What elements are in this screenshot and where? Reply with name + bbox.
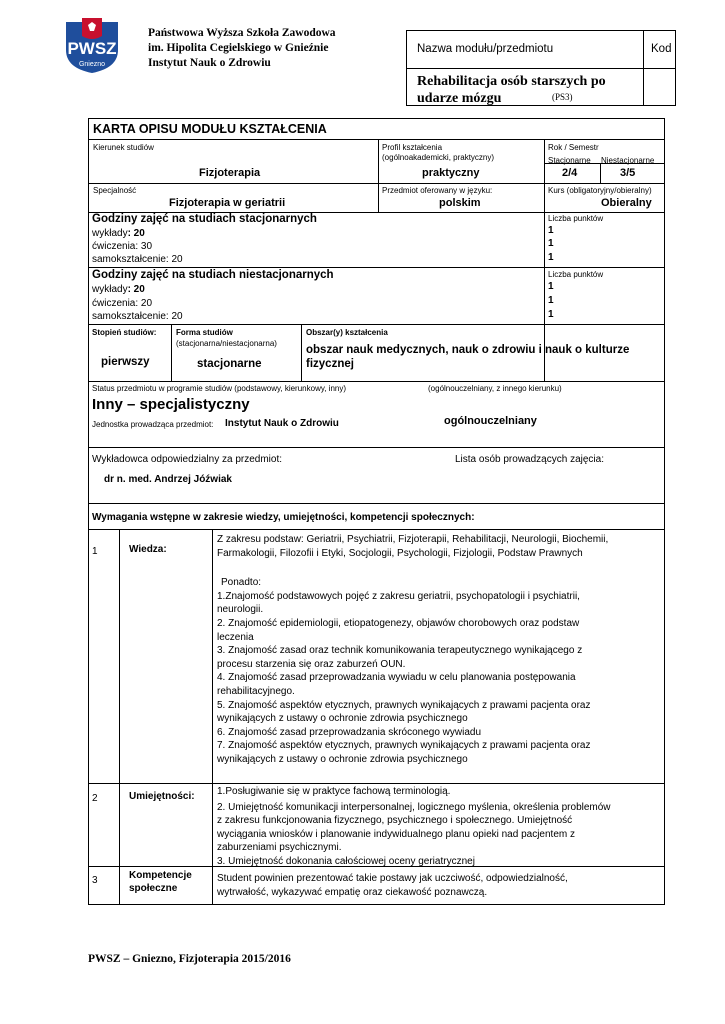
degree-value: pierwszy bbox=[101, 356, 150, 368]
specialty-label: Specjalność bbox=[93, 186, 137, 195]
requirement-skills-text: 1.Posługiwanie się w praktyce fachową terminologią. 2. Umiejętność komunikacji interpersonalnej, logicznego myślenia, określenia problemów z zakresu funkcjonowania fizycznego, psychicznego i społecznego. Umiejętność wyciągania wniosków i planowanie indywidualnego planu opieki nad pacjentem z zaburzeniami psychicznymi. 3. Umiejętność dokonania całościowej oceny geriatrycznej bbox=[217, 786, 611, 867]
status-label: Status przedmiotu w programie studiów (podstawowy, kierunkowy, inny) bbox=[92, 384, 347, 393]
requirement-number: 2 bbox=[92, 793, 98, 804]
nonstationary-label: Niestacjonarne bbox=[601, 156, 655, 165]
nonstationary-selfstudy: samokształcenie: 20 bbox=[92, 311, 183, 322]
requirement-competences-text: Student powinien prezentować takie postawy jak uczciwość, odpowiedzialność, wytrwałość, wykazywać empatię oraz ciekawość poznawczą. bbox=[217, 873, 568, 898]
form-label-sub: (stacjonarna/niestacjonarna) bbox=[176, 339, 277, 348]
nonstationary-points-3: 1 bbox=[548, 309, 554, 320]
form-value: stacjonarne bbox=[197, 358, 262, 370]
institution-line: Państwowa Wyższa Szkoła Zawodowa bbox=[148, 27, 336, 39]
course-type-label: Kurs (obligatoryjny/obieralny) bbox=[548, 186, 652, 195]
status-value-secondary: ogólnouczelniany bbox=[444, 415, 537, 427]
degree-label: Stopień studiów: bbox=[92, 328, 157, 337]
year-semester-label: Rok / Semestr bbox=[548, 143, 599, 152]
stationary-points-1: 1 bbox=[548, 225, 554, 236]
specialty-value: Fizjoterapia w geriatrii bbox=[169, 197, 286, 209]
unit-label: Jednostka prowadząca przedmiot: bbox=[92, 420, 214, 429]
teachers-label: Lista osób prowadzących zajęcia: bbox=[455, 454, 604, 465]
requirement-number: 3 bbox=[92, 875, 98, 886]
year-nonstationary-value: 3/5 bbox=[620, 167, 636, 179]
stationary-label: Stacjonarne bbox=[548, 156, 591, 165]
form-label: Forma studiów bbox=[176, 328, 233, 337]
card-title: KARTA OPISU MODUŁU KSZTAŁCENIA bbox=[93, 122, 327, 136]
module-name-box bbox=[406, 30, 676, 106]
year-stationary-value: 2/4 bbox=[562, 167, 578, 179]
unit-value: Instytut Nauk o Zdrowiu bbox=[225, 418, 339, 429]
area-label: Obszar(y) kształcenia bbox=[306, 328, 388, 337]
requirement-knowledge-text: Z zakresu podstaw: Geriatrii, Psychiatrii, Fizjoterapii, Rehabilitacji, Neurologii, Biochemii, Farmakologii, Filozofii i Etyki, Socjologii, Psychologii, Fizjologii, Podstaw Prawnych Ponadto: 1.Znajomość podstawowych pojęć z zakresu geriatrii, psychopatologii i psychiatrii, neurologii. 2. Znajomość epidemiologii, etiopatogenezy, objawów chorobowych oraz podstaw leczenia 3. Znajomość zasad oraz technik komunikowania terapeutycznego wynikającego z procesu starzenia się oraz zaburzeń OUN. 4. Znajomość zasad przeprowadzania wywiadu w celu planowania postępowania rehabilitacyjnego. 5. Znajomość aspektów etycznych, prawnych wynikających z prawami pacjenta oraz wynikających z ustawy o ochronie zdrowia psychicznego 6. Znajomość zasad przeprowadzania skróconego wywiadu 7. Znajomość aspektów etycznych, prawnych wynikających z prawami pacjenta oraz wynikających z ustawy o ochronie zdrowia psychicznego bbox=[217, 534, 609, 765]
module-code: (PS3) bbox=[552, 92, 573, 102]
stationary-hours-title: Godziny zajęć na studiach stacjonarnych bbox=[92, 213, 317, 225]
stationary-points-label: Liczba punktów bbox=[548, 214, 604, 223]
language-value: polskim bbox=[439, 197, 481, 209]
profile-label: Profil kształcenia bbox=[382, 143, 443, 152]
module-title: Rehabilitacja osób starszych po udarze mózgu bbox=[417, 74, 606, 106]
nonstationary-exercises: ćwiczenia: 20 bbox=[92, 298, 153, 309]
stationary-points-2: 1 bbox=[548, 238, 554, 249]
area-value: obszar nauk medycznych, nauk o zdrowiu i nauk o kulturze fizycznej bbox=[306, 344, 630, 370]
stationary-points-3: 1 bbox=[548, 252, 554, 263]
page-footer: PWSZ – Gniezno, Fizjoterapia 2015/2016 bbox=[88, 953, 291, 965]
requirements-title: Wymagania wstępne w zakresie wiedzy, umiejętności, kompetencji społecznych: bbox=[92, 512, 475, 523]
requirement-label-knowledge: Wiedza: bbox=[129, 544, 167, 555]
stationary-selfstudy: samokształcenie: 20 bbox=[92, 254, 183, 265]
institution-name bbox=[148, 26, 336, 71]
course-type-value: Obieralny bbox=[601, 197, 652, 209]
module-card bbox=[88, 118, 665, 905]
institution-line: Instytut Nauk o Zdrowiu bbox=[148, 57, 271, 69]
lecturer-label: Wykładowca odpowiedzialny za przedmiot: bbox=[92, 454, 282, 465]
field-of-study-value: Fizjoterapia bbox=[199, 167, 261, 179]
institution-line: im. Hipolita Cegielskiego w Gnieźnie bbox=[148, 42, 329, 54]
status-label-secondary: (ogólnouczelniany, z innego kierunku) bbox=[428, 384, 562, 393]
nonstationary-hours-title: Godziny zajęć na studiach niestacjonarnych bbox=[92, 269, 334, 281]
profile-value: praktyczny bbox=[422, 167, 480, 179]
nonstationary-lectures: wykłady: 20 bbox=[92, 284, 145, 295]
requirement-label-competences: Kompetencje społeczne bbox=[129, 870, 192, 894]
stationary-lectures: wykłady: 20 bbox=[92, 228, 145, 239]
nonstationary-points-label: Liczba punktów bbox=[548, 270, 604, 279]
pwsz-logo bbox=[60, 16, 124, 74]
requirement-label-skills: Umiejętności: bbox=[129, 791, 195, 802]
code-label: Kod bbox=[651, 43, 672, 55]
logo-subtext: Gniezno bbox=[78, 61, 106, 68]
status-value: Inny – specjalistyczny bbox=[92, 396, 250, 413]
stationary-exercises: ćwiczenia: 30 bbox=[92, 241, 153, 252]
nonstationary-points-2: 1 bbox=[548, 295, 554, 306]
nonstationary-points-1: 1 bbox=[548, 281, 554, 292]
lecturer-value: dr n. med. Andrzej Jóźwiak bbox=[104, 474, 232, 485]
logo-text: PWSZ bbox=[67, 39, 117, 58]
module-name-label: Nazwa modułu/przedmiotu bbox=[417, 43, 554, 55]
language-label: Przedmiot oferowany w języku: bbox=[382, 186, 493, 195]
requirement-number: 1 bbox=[92, 546, 98, 557]
field-of-study-label: Kierunek studiów bbox=[93, 143, 154, 152]
profile-label-sub: (ogólnoakademicki, praktyczny) bbox=[382, 153, 495, 162]
